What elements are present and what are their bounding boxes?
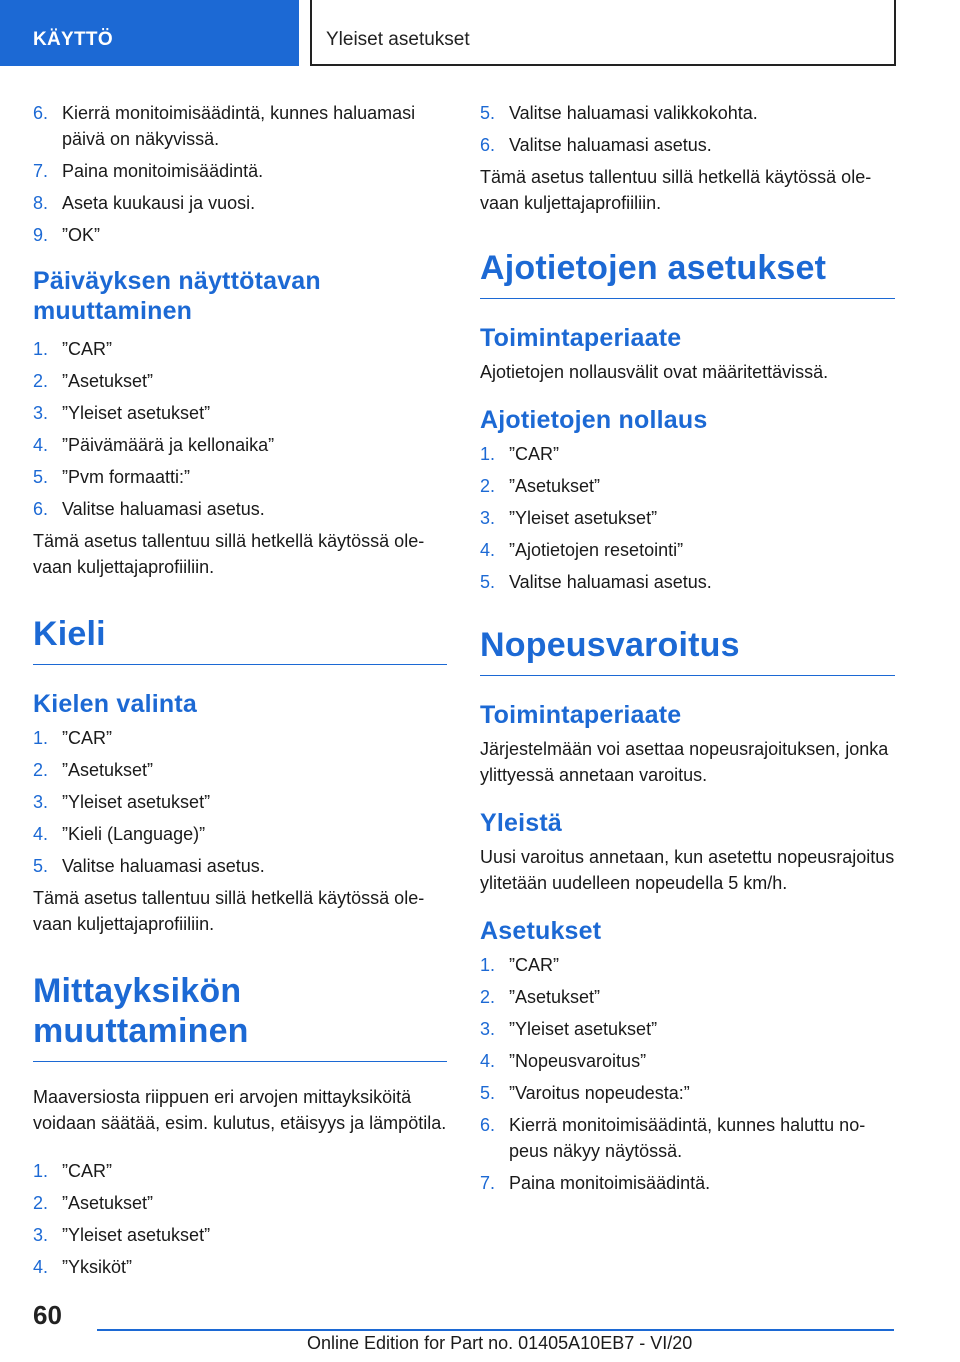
step-number: 6.: [480, 1115, 496, 1135]
list-item: [33, 789, 447, 815]
list-item: [33, 158, 447, 184]
step-number: 1.: [33, 1161, 49, 1181]
step-text: ”Pvm formaatti:”: [62, 467, 191, 487]
chapter-title-box: [310, 0, 896, 66]
list-item: [480, 1048, 895, 1074]
step-number: 2.: [480, 476, 496, 496]
edition-text: Online Edition for Part no. 01405A10EB7 - VI/20: [307, 1333, 693, 1353]
list-item: [33, 464, 447, 490]
step-number: 3.: [33, 792, 49, 812]
step-number: 3.: [480, 508, 496, 528]
list-item: [33, 725, 447, 751]
step-text: ”Yksiköt”: [62, 1257, 133, 1277]
step-text: ”CAR”: [509, 444, 559, 464]
step-number: 5.: [480, 103, 496, 123]
list-item: [33, 100, 447, 152]
step-text: ”Nopeusvaroitus”: [509, 1051, 647, 1071]
list-item: [480, 984, 895, 1010]
step-text: Valitse haluamasi asetus.: [509, 572, 712, 592]
step-list: [33, 1158, 447, 1280]
page-number: 60: [33, 1300, 62, 1330]
list-item: [33, 853, 447, 879]
step-number: 6.: [480, 135, 496, 155]
step-text: ”Asetukset”: [62, 760, 154, 780]
step-text: ”Asetukset”: [62, 371, 154, 391]
step-text: ”Yleiset asetukset”: [62, 792, 211, 812]
step-text: ”CAR”: [62, 339, 112, 359]
step-number: 2.: [33, 1193, 49, 1213]
body-paragraph: Järjestelmään voi asettaa nopeusrajoituksen, jonka ylittyessä annetaan varoitus.: [480, 739, 889, 785]
heading-ajotietojen-nollaus: Ajotietojen nollaus: [480, 406, 708, 434]
step-number: 8.: [33, 193, 49, 213]
step-number: 3.: [480, 1019, 496, 1039]
step-number: 2.: [33, 760, 49, 780]
note-paragraph: Tämä asetus tallentuu sillä hetkellä käytössä olevaan kuljettajaprofiiliin.: [33, 531, 425, 577]
step-number: 5.: [33, 467, 49, 487]
list-item: [480, 537, 895, 563]
list-item: [33, 336, 447, 362]
heading-date-format: Päiväyksen näyttötavan muuttaminen: [33, 267, 321, 325]
step-text: ”Yleiset asetukset”: [509, 508, 658, 528]
step-text: ”Asetukset”: [62, 1193, 154, 1213]
step-text: ”CAR”: [62, 728, 112, 748]
step-number: 5.: [480, 1083, 496, 1103]
list-item: [33, 222, 447, 248]
step-text: ”CAR”: [62, 1161, 112, 1181]
section-tab: [0, 0, 299, 66]
step-list: [33, 100, 447, 248]
list-item: [480, 1016, 895, 1042]
step-number: 7.: [480, 1173, 496, 1193]
heading-mittayksikko: Mittayksikön muuttaminen: [33, 971, 447, 1062]
list-item: [33, 400, 447, 426]
section-label: KÄYTTÖ: [33, 29, 113, 50]
step-text: ”CAR”: [509, 955, 559, 975]
list-item: [480, 441, 895, 467]
note-paragraph: Tämä asetus tallentuu sillä hetkellä käytössä olevaan kuljettajaprofiiliin.: [33, 888, 425, 934]
step-text: Aseta kuukausi ja vuosi.: [62, 193, 256, 213]
body-paragraph: Ajotietojen nollausvälit ovat määritettävissä.: [480, 362, 829, 382]
step-text: ”Asetukset”: [509, 476, 601, 496]
list-item: [480, 1080, 895, 1106]
heading-kielen-valinta: Kielen valinta: [33, 690, 197, 718]
page-header: [0, 0, 960, 66]
step-text: ”Yleiset asetukset”: [62, 403, 211, 423]
right-column: [480, 100, 895, 1202]
step-number: 4.: [480, 540, 496, 560]
step-text: ”OK”: [62, 225, 100, 245]
list-item: [33, 368, 447, 394]
heading-asetukset: Asetukset: [480, 917, 602, 945]
list-item: [480, 505, 895, 531]
list-item: [33, 1190, 447, 1216]
step-text: ”Yleiset asetukset”: [509, 1019, 658, 1039]
heading-toimintaperiaate: Toimintaperiaate: [480, 701, 682, 729]
step-number: 4.: [33, 1257, 49, 1277]
note-paragraph: Tämä asetus tallentuu sillä hetkellä käytössä olevaan kuljettajaprofiiliin.: [480, 167, 872, 213]
step-list: [480, 100, 895, 158]
step-number: 5.: [480, 572, 496, 592]
step-number: 4.: [33, 824, 49, 844]
step-number: 9.: [33, 225, 49, 245]
step-number: 2.: [33, 371, 49, 391]
step-text: ”Asetukset”: [509, 987, 601, 1007]
step-number: 6.: [33, 499, 49, 519]
step-number: 1.: [480, 955, 496, 975]
footer-divider: [97, 1329, 894, 1331]
list-item: [33, 432, 447, 458]
heading-kieli: Kieli: [33, 614, 447, 665]
step-text: ”Yleiset asetukset”: [62, 1225, 211, 1245]
step-text: ”Ajotietojen resetointi”: [509, 540, 684, 560]
list-item: [480, 1170, 895, 1196]
list-item: [480, 473, 895, 499]
step-text: Kierrä monitoimisäädintä, kunnes haluamasi päivä on näkyvissä.: [62, 103, 416, 149]
step-list: [33, 336, 447, 522]
step-list: [480, 441, 895, 595]
list-item: [33, 190, 447, 216]
heading-toimintaperiaate: Toimintaperiaate: [480, 324, 682, 352]
list-item: [33, 757, 447, 783]
step-number: 7.: [33, 161, 49, 181]
intro-paragraph: Maaversiosta riippuen eri arvojen mittayksiköitä voidaan säätää, esim. kulutus, etäisyys ja lämpötila.: [33, 1087, 447, 1133]
chapter-title: Yleiset asetukset: [326, 29, 470, 50]
list-item: [480, 952, 895, 978]
step-text: Paina monitoimisäädintä.: [62, 161, 264, 181]
step-number: 3.: [33, 1225, 49, 1245]
step-number: 3.: [33, 403, 49, 423]
step-text: ”Varoitus nopeudesta:”: [509, 1083, 690, 1103]
step-text: ”Kieli (Language)”: [62, 824, 206, 844]
heading-nopeusvaroitus: Nopeusvaroitus: [480, 625, 895, 676]
list-item: [480, 100, 895, 126]
list-item: [33, 821, 447, 847]
list-item: [480, 1112, 895, 1164]
step-list: [33, 725, 447, 879]
step-list: [480, 952, 895, 1196]
step-text: Kierrä monitoimisäädintä, kunnes haluttu nopeus näkyy näytössä.: [509, 1115, 866, 1161]
step-number: 4.: [33, 435, 49, 455]
list-item: [33, 1158, 447, 1184]
left-column: [33, 100, 447, 1286]
step-number: 6.: [33, 103, 49, 123]
list-item: [480, 132, 895, 158]
step-text: Valitse haluamasi asetus.: [62, 856, 265, 876]
step-number: 5.: [33, 856, 49, 876]
step-text: ”Päivämäärä ja kellonaika”: [62, 435, 275, 455]
list-item: [480, 569, 895, 595]
list-item: [33, 1254, 447, 1280]
step-number: 2.: [480, 987, 496, 1007]
step-number: 1.: [480, 444, 496, 464]
step-number: 1.: [33, 728, 49, 748]
heading-ajotiedot: Ajotietojen asetukset: [480, 248, 895, 299]
list-item: [33, 496, 447, 522]
step-number: 4.: [480, 1051, 496, 1071]
step-number: 1.: [33, 339, 49, 359]
step-text: Valitse haluamasi asetus.: [62, 499, 265, 519]
body-paragraph: Uusi varoitus annetaan, kun asetettu nopeusrajoitus ylitetään uudelleen nopeudella 5 km/h.: [480, 847, 895, 893]
heading-yleista: Yleistä: [480, 809, 563, 837]
step-text: Paina monitoimisäädintä.: [509, 1173, 711, 1193]
step-text: Valitse haluamasi asetus.: [509, 135, 712, 155]
step-text: Valitse haluamasi valikkokohta.: [509, 103, 758, 123]
list-item: [33, 1222, 447, 1248]
